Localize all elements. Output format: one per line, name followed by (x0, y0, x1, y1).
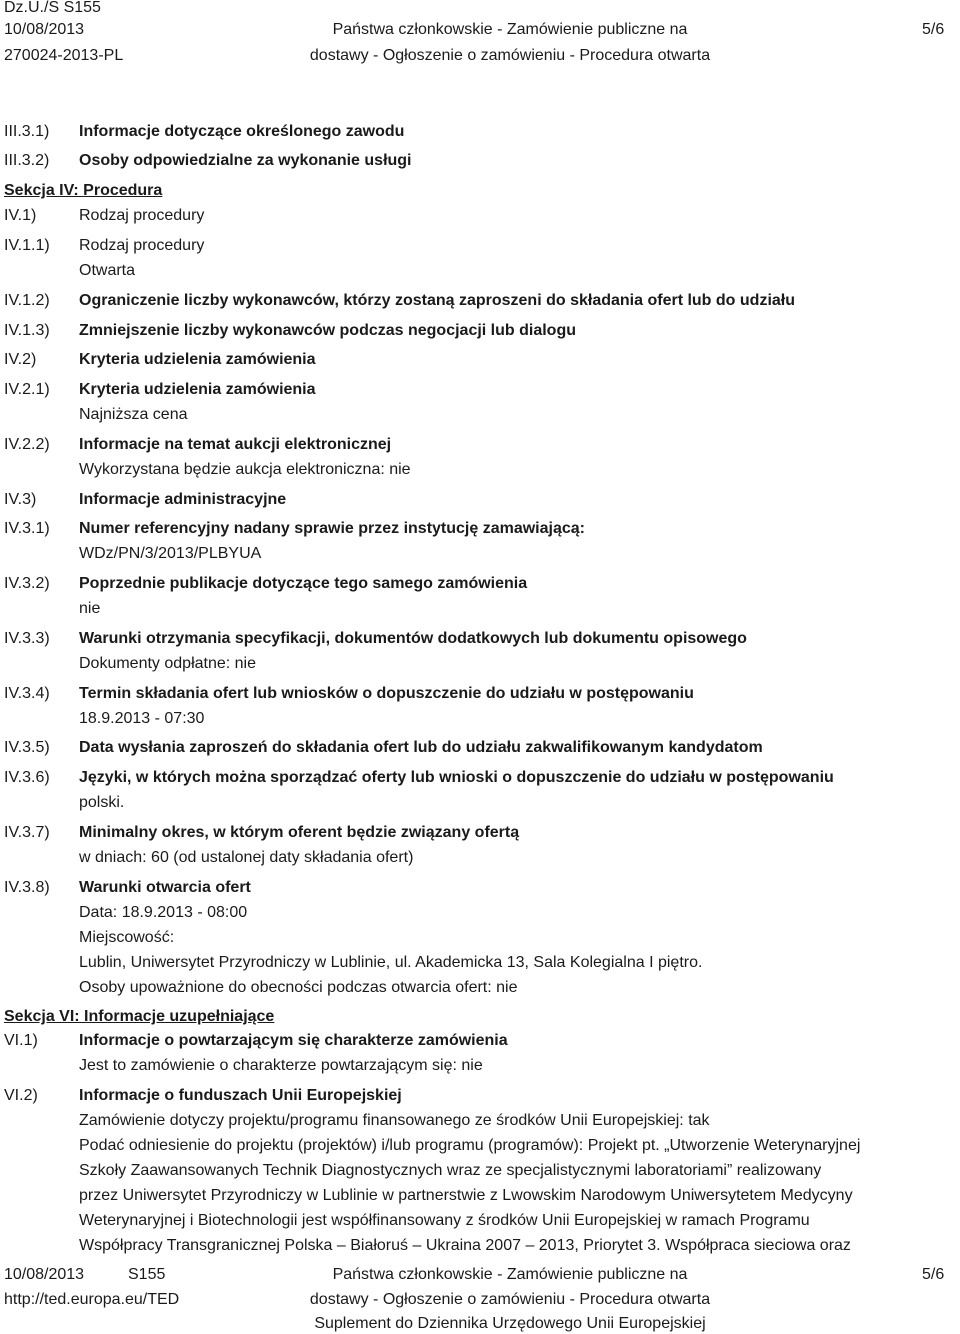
footer-url[interactable]: http://ted.europa.eu/TED (4, 1291, 180, 1308)
paragraph-line: przez Uniwersytet Przyrodniczy w Lublinie w partnerstwie z Lwowskim Narodowym Uniwersytetem Medycyny (79, 1187, 853, 1204)
item-title: Minimalny okres, w którym oferent będzie związany ofertą (79, 824, 520, 841)
item-title: Informacje o funduszach Unii Europejskiej (79, 1087, 402, 1104)
item-number: IV.1.1) (4, 237, 50, 254)
item-number: IV.3.3) (4, 630, 50, 647)
item-value: Dokumenty odpłatne: nie (79, 655, 256, 672)
section-4-title: Sekcja IV: Procedura (4, 182, 163, 199)
section-6-title: Sekcja VI: Informacje uzupełniające (4, 1008, 275, 1025)
item-title: Informacje administracyjne (79, 491, 287, 508)
item-number: IV.3.7) (4, 824, 50, 841)
item-number: IV.3) (4, 491, 37, 508)
item-title: Informacje na temat aukcji elektronicznej (79, 436, 392, 453)
footer-journal: S155 (128, 1266, 166, 1283)
item-number: IV.3.8) (4, 879, 50, 896)
paragraph-line: Weterynaryjnej i Biotechnologii jest współfinansowany z środków Unii Europejskiej w ramach Programu (79, 1212, 810, 1229)
item-number: IV.3.4) (4, 685, 50, 702)
opening-date: Data: 18.9.2013 - 08:00 (79, 904, 248, 921)
item-value: Najniższa cena (79, 406, 188, 423)
item-number: IV.3.2) (4, 575, 50, 592)
opening-place: Lublin, Uniwersytet Przyrodniczy w Lublinie, ul. Akademicka 13, Sala Kolegialna I piętro. (79, 954, 703, 971)
item-title: Ograniczenie liczby wykonawców, którzy zostaną zaproszeni do składania ofert lub do udziału (79, 292, 795, 309)
item-number: IV.3.1) (4, 520, 50, 537)
item-number: IV.1) (4, 207, 37, 224)
header-date: 10/08/2013 (4, 21, 85, 38)
item-number: IV.1.2) (4, 292, 50, 309)
item-title: Data wysłania zaproszeń do składania ofert lub do udziału zakwalifikowanym kandydatom (79, 739, 763, 756)
header-doc-id: 270024-2013-PL (4, 47, 124, 64)
header-page: 5/6 (922, 21, 945, 38)
item-title: Języki, w których można sporządzać oferty lub wnioski o dopuszczenie do udziału w postępowaniu (79, 769, 834, 786)
item-value: Otwarta (79, 262, 136, 279)
item-title: Warunki otwarcia ofert (79, 879, 251, 896)
opening-place-label: Miejscowość: (79, 929, 175, 946)
paragraph-line: Szkoły Zaawansowanych Technik Diagnostycznych wraz ze specjalistycznymi laboratoriami” realizowany (79, 1162, 822, 1179)
item-number: VI.1) (4, 1032, 38, 1049)
journal-ref: Dz.U./S S155 (4, 0, 101, 16)
item-value: Zamówienie dotyczy projektu/programu finansowanego ze środków Unii Europejskiej: tak (79, 1112, 710, 1129)
item-title: Poprzednie publikacje dotyczące tego samego zamówienia (79, 575, 528, 592)
item-title: Informacje dotyczące określonego zawodu (79, 123, 405, 140)
footer-date: 10/08/2013 (4, 1266, 85, 1283)
item-title: Kryteria udzielenia zamówienia (79, 351, 316, 368)
item-value: nie (79, 600, 101, 617)
item-number: IV.2.1) (4, 381, 50, 398)
item-title: Informacje o powtarzającym się charakterze zamówienia (79, 1032, 508, 1049)
item-number: IV.3.5) (4, 739, 50, 756)
opening-persons: Osoby upoważnione do obecności podczas otwarcia ofert: nie (79, 979, 518, 996)
item-number: III.3.1) (4, 123, 50, 140)
paragraph-line: Współpracy Transgranicznej Polska – Białoruś – Ukraina 2007 – 2013, Priorytet 3. Współpraca sieciowa oraz (79, 1237, 851, 1254)
header-title-line2: dostawy - Ogłoszenie o zamówieniu - Procedura otwarta (309, 47, 711, 64)
item-title: Numer referencyjny nadany sprawie przez instytucję zamawiającą: (79, 520, 585, 537)
item-title: Osoby odpowiedzialne za wykonanie usługi (79, 152, 412, 169)
item-value: Wykorzystana będzie aukcja elektroniczna: nie (79, 461, 411, 478)
item-number: VI.2) (4, 1087, 38, 1104)
item-number: IV.3.6) (4, 769, 50, 786)
item-number: IV.2.2) (4, 436, 50, 453)
item-title: Rodzaj procedury (79, 207, 205, 224)
item-number: IV.1.3) (4, 322, 50, 339)
footer-line3: Suplement do Dziennika Urzędowego Unii Europejskiej (314, 1315, 706, 1332)
item-title: Zmniejszenie liczby wykonawców podczas negocjacji lub dialogu (79, 322, 576, 339)
item-value: WDz/PN/3/2013/PLBYUA (79, 545, 262, 562)
item-title: Termin składania ofert lub wniosków o dopuszczenie do udziału w postępowaniu (79, 685, 694, 702)
item-number: IV.2) (4, 351, 37, 368)
item-number: III.3.2) (4, 152, 50, 169)
item-value: Jest to zamówienie o charakterze powtarzającym się: nie (79, 1057, 483, 1074)
footer-page: 5/6 (922, 1266, 945, 1283)
header-title-line1: Państwa członkowskie - Zamówienie publiczne na (332, 21, 688, 38)
footer-line2: dostawy - Ogłoszenie o zamówieniu - Procedura otwarta (309, 1291, 711, 1308)
item-title: Rodzaj procedury (79, 237, 205, 254)
item-value: 18.9.2013 - 07:30 (79, 710, 205, 727)
paragraph-line: Podać odniesienie do projektu (projektów) i/lub programu (programów): Projekt pt. „Utworzenie Weterynaryjnej (79, 1137, 861, 1154)
item-value: polski. (79, 794, 125, 811)
footer-line1: Państwa członkowskie - Zamówienie publiczne na (332, 1266, 688, 1283)
item-title: Warunki otrzymania specyfikacji, dokumentów dodatkowych lub dokumentu opisowego (79, 630, 747, 647)
item-value: w dniach: 60 (od ustalonej daty składania ofert) (79, 849, 414, 866)
item-title: Kryteria udzielenia zamówienia (79, 381, 316, 398)
